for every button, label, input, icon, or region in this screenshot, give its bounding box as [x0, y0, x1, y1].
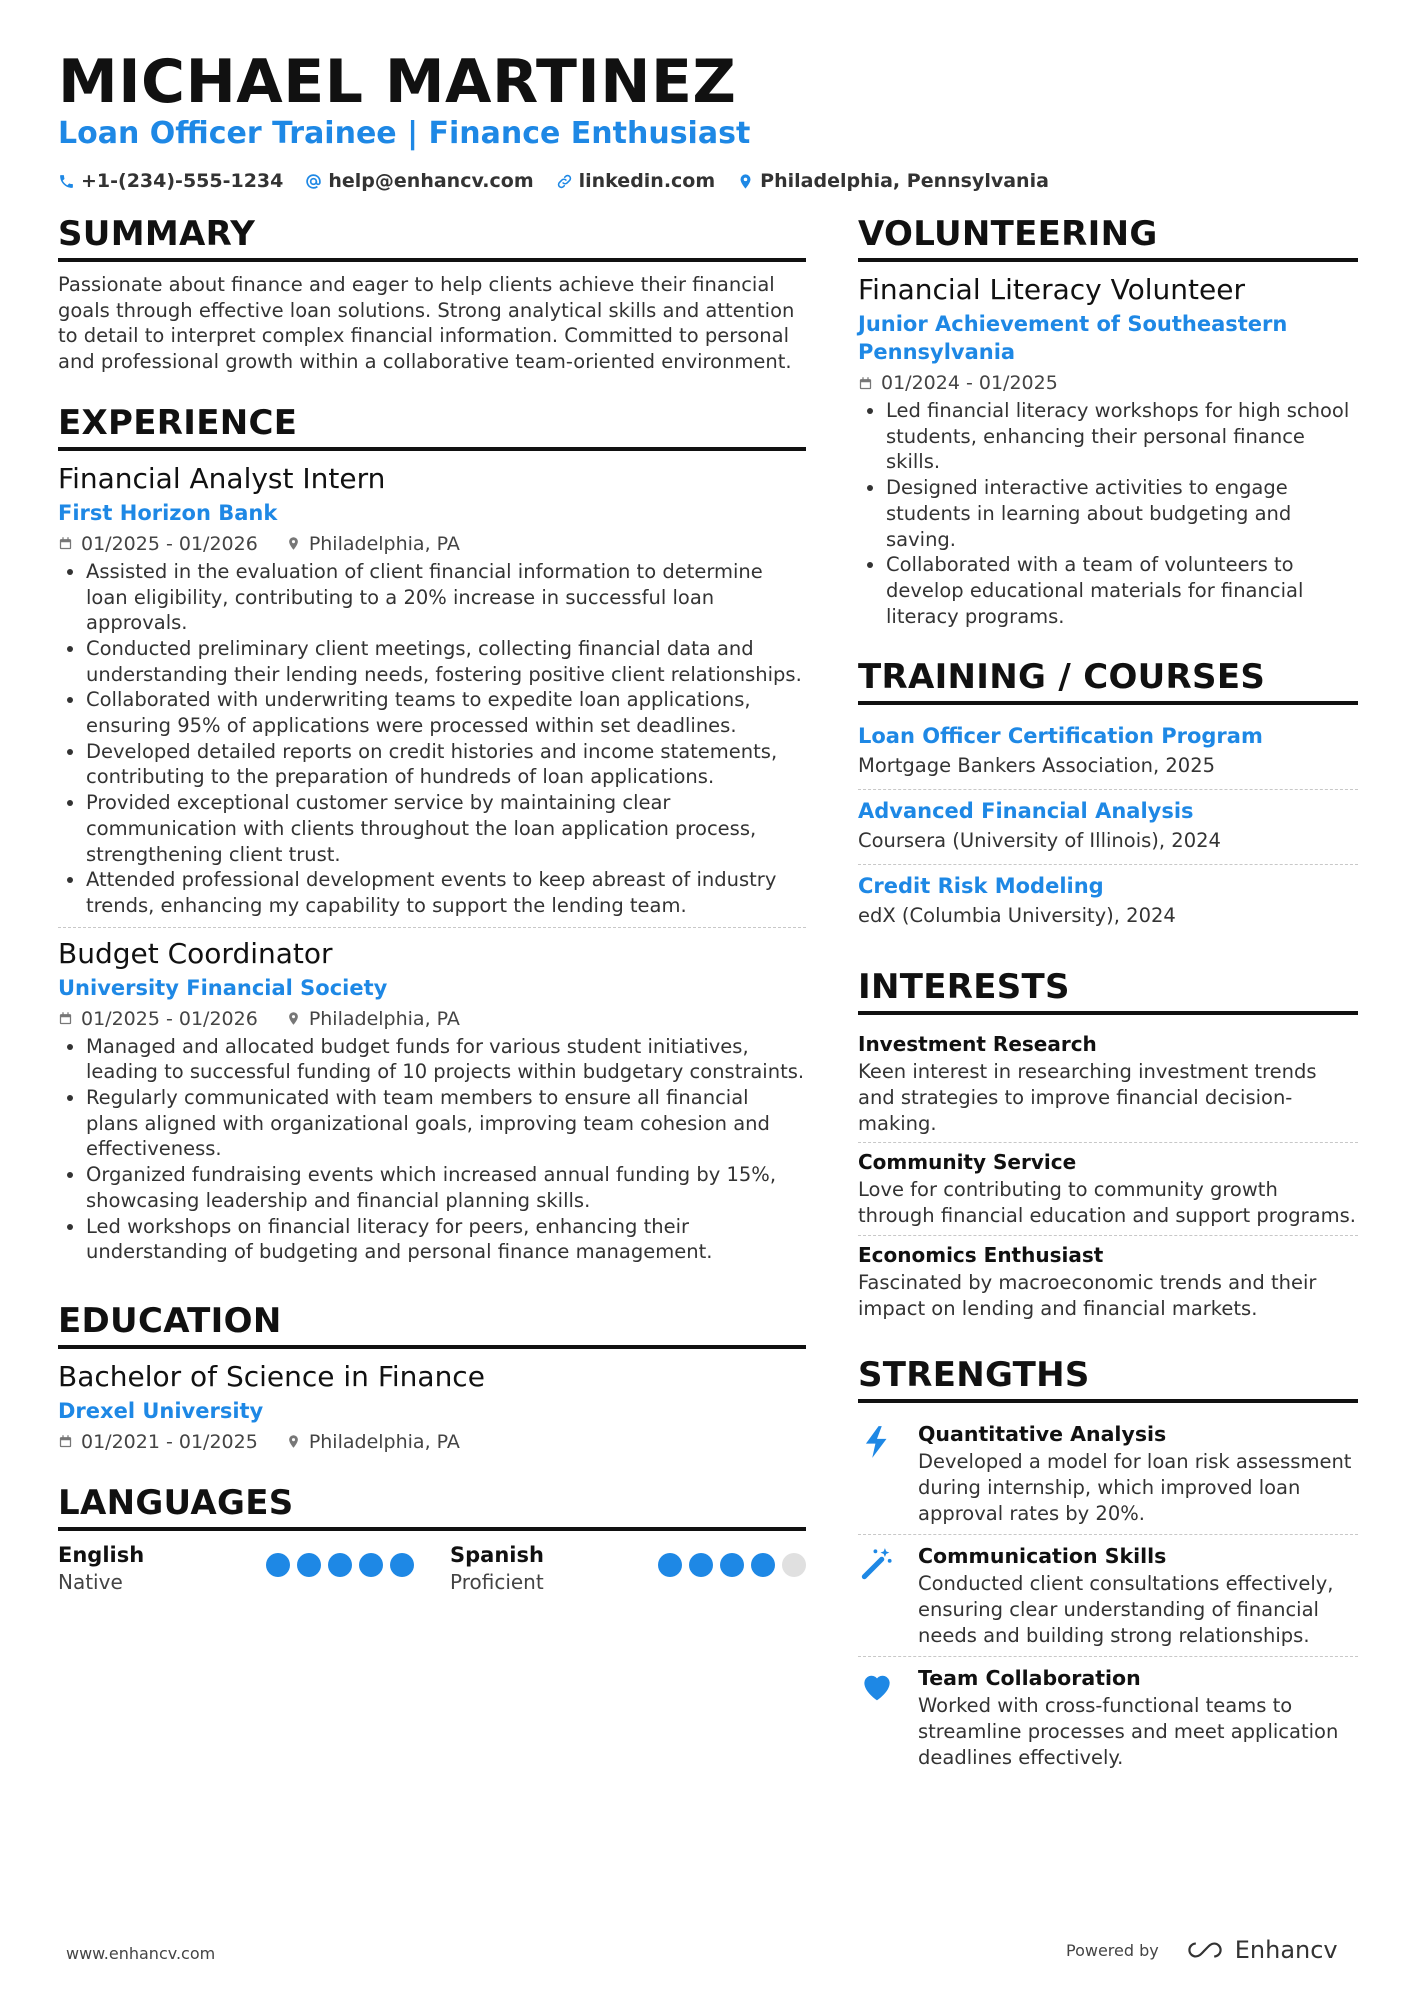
location-pin-icon — [737, 173, 754, 190]
language-name: Spanish — [450, 1542, 544, 1567]
rating-dot-filled — [297, 1553, 321, 1577]
volunteering-heading: VOLUNTEERING — [858, 212, 1358, 262]
phone-text: +1-(234)-555-1234 — [81, 170, 284, 192]
linkedin-text: linkedin.com — [578, 170, 716, 192]
language-level: Native — [58, 1569, 123, 1594]
rating-dot-empty — [782, 1553, 806, 1577]
experience-section — [58, 401, 806, 1273]
bullet-item: • Led financial literacy workshops for high school students, enhancing their personal finance skills. — [886, 398, 1358, 475]
bullet-item: • Organized fundraising events which increased annual funding by 15%, showcasing leadership and financial planning skills. — [86, 1162, 806, 1213]
education-location-text: Philadelphia, PA — [308, 1430, 460, 1453]
contact-email[interactable] — [305, 168, 533, 194]
strength-item — [858, 1534, 1358, 1656]
lightning-icon — [858, 1423, 896, 1461]
rating-dot-filled — [359, 1553, 383, 1577]
calendar-icon — [58, 1434, 73, 1449]
course-provider: Mortgage Bankers Association, 2025 — [858, 754, 1216, 778]
at-icon — [305, 173, 322, 190]
location-pin-icon — [286, 1011, 301, 1026]
interest-title: Community Service — [858, 1150, 1077, 1175]
summary-text: Passionate about finance and eager to help clients achieve their financial goals through effective loan solutions. Strong analytical skills and attention to detail to interpret complex financial information. Committed to personal and professional growth within a collaborative team-oriented environment. — [58, 273, 795, 374]
strength-text: Conducted client consultations effectively, ensuring clear understanding of financial needs and building strong relationships. — [918, 1572, 1334, 1647]
summary-section — [58, 212, 806, 375]
job-bullets — [58, 1034, 806, 1265]
volunteer-role: Financial Literacy Volunteer — [858, 273, 1245, 306]
footer-branding — [1066, 1936, 1338, 1964]
company-name: University Financial Society — [58, 975, 388, 1000]
strength-item — [858, 1413, 1358, 1534]
strengths-section — [858, 1353, 1358, 1778]
interests-section — [858, 965, 1358, 1327]
volunteer-dates-text: 01/2024 - 01/2025 — [881, 372, 1058, 394]
calendar-icon — [58, 536, 73, 551]
job-location — [286, 1006, 460, 1032]
rating-dot-filled — [390, 1553, 414, 1577]
bullet-item: • Led workshops on financial literacy for peers, enhancing their understanding of budgeting and personal finance management. — [86, 1214, 806, 1265]
bullet-item: • Designed interactive activities to engage students in learning about budgeting and saving. — [886, 475, 1358, 552]
strength-title: Quantitative Analysis — [918, 1422, 1167, 1447]
job-bullets — [58, 559, 806, 919]
rating-dot-filled — [658, 1553, 682, 1577]
location-pin-icon — [286, 536, 301, 551]
bullet-item: • Collaborated with underwriting teams to expedite loan applications, ensuring 95% of applications were processed within set deadlines. — [86, 687, 806, 738]
degree-title: Bachelor of Science in Finance — [58, 1359, 485, 1393]
bullet-item: • Assisted in the evaluation of client financial information to determine loan eligibility, contributing to a 20% increase in successful loan approvals. — [86, 559, 806, 636]
right-column — [858, 212, 1358, 1805]
course-title: Credit Risk Modeling — [858, 874, 1104, 899]
interest-text: Keen interest in researching investment trends and strategies to improve financial decision-making. — [858, 1060, 1317, 1135]
interest-text: Fascinated by macroeconomic trends and their impact on lending and financial markets. — [858, 1270, 1317, 1320]
education-location — [286, 1429, 460, 1455]
job-title: Financial Analyst Intern — [58, 461, 386, 495]
job-dates-text: 01/2025 - 01/2026 — [81, 1007, 258, 1030]
bullet-item: • Developed detailed reports on credit histories and income statements, contributing to the preparation of hundreds of loan applications. — [86, 739, 806, 790]
bullet-item: • Collaborated with a team of volunteers to develop educational materials for financial literacy programs. — [886, 552, 1358, 629]
language-item — [58, 1541, 414, 1595]
training-section — [858, 655, 1358, 939]
language-rating — [266, 1553, 414, 1577]
job-title: Budget Coordinator — [58, 936, 333, 970]
summary-heading: SUMMARY — [58, 212, 806, 262]
left-column — [58, 212, 806, 1621]
education-meta — [58, 1429, 806, 1455]
language-item — [450, 1541, 806, 1595]
bullet-item: • Regularly communicated with team members to ensure all financial plans aligned with organizational goals, improving team cohesion and effectiveness. — [86, 1085, 806, 1162]
interest-item — [858, 1025, 1358, 1142]
bullet-item: • Attended professional development events to keep abreast of industry trends, enhancing my capability to support the lending team. — [86, 867, 806, 918]
bullet-item: • Provided exceptional customer service by maintaining clear communication with clients throughout the loan application process, strengthening client trust. — [86, 790, 806, 867]
language-name: English — [58, 1542, 145, 1567]
interest-title: Economics Enthusiast — [858, 1242, 1104, 1267]
candidate-name: MICHAEL MARTINEZ — [58, 47, 737, 117]
course-item — [858, 864, 1358, 939]
job-location-text: Philadelphia, PA — [308, 1007, 460, 1030]
languages-section — [58, 1481, 806, 1595]
footer-website[interactable]: www.enhancv.com — [66, 1944, 216, 1963]
rating-dot-filled — [689, 1553, 713, 1577]
job-dates — [58, 1006, 258, 1032]
language-rating — [658, 1553, 806, 1577]
powered-by-label: Powered by — [1066, 1940, 1159, 1960]
rating-dot-filled — [266, 1553, 290, 1577]
interest-item — [858, 1235, 1358, 1327]
education-dates-text: 01/2021 - 01/2025 — [81, 1430, 258, 1453]
contact-phone[interactable] — [58, 168, 283, 194]
volunteering-section — [858, 212, 1358, 629]
rating-dot-filled — [751, 1553, 775, 1577]
strength-title: Communication Skills — [918, 1544, 1167, 1569]
school-name: Drexel University — [58, 1398, 264, 1423]
email-text: help@enhancv.com — [328, 170, 534, 192]
education-section — [58, 1299, 806, 1455]
heart-icon — [858, 1667, 896, 1705]
course-provider: edX (Columbia University), 2024 — [858, 904, 1176, 928]
experience-entry — [58, 927, 806, 1273]
course-item — [858, 789, 1358, 864]
education-heading: EDUCATION — [58, 1299, 806, 1349]
course-provider: Coursera (University of Illinois), 2024 — [858, 829, 1221, 853]
magic-wand-icon — [858, 1545, 896, 1583]
strength-title: Team Collaboration — [918, 1666, 1141, 1691]
job-meta — [58, 531, 806, 557]
job-dates — [58, 531, 258, 557]
calendar-icon — [58, 1011, 73, 1026]
enhancv-brand-text: Enhancv — [1234, 1936, 1338, 1964]
experience-entry — [58, 461, 806, 927]
volunteer-org: Junior Achievement of Southeastern Pennsylvania — [858, 312, 1288, 364]
strength-text: Developed a model for loan risk assessment during internship, which improved loan approval rates by 20%. — [918, 1450, 1352, 1525]
location-text: Philadelphia, Pennsylvania — [760, 170, 1049, 192]
candidate-title: Loan Officer Trainee | Finance Enthusiast — [58, 116, 751, 151]
interest-item — [858, 1142, 1358, 1234]
languages-list — [58, 1541, 806, 1595]
volunteer-meta — [858, 370, 1358, 396]
interests-heading: INTERESTS — [858, 965, 1358, 1015]
contact-bar — [58, 168, 1049, 194]
job-dates-text: 01/2025 - 01/2026 — [81, 532, 258, 555]
course-title: Loan Officer Certification Program — [858, 724, 1263, 749]
bullet-item: • Managed and allocated budget funds for various student initiatives, leading to successful funding of 10 projects within budgetary constraints. — [86, 1034, 806, 1085]
location-pin-icon — [286, 1434, 301, 1449]
rating-dot-filled — [328, 1553, 352, 1577]
phone-icon — [58, 173, 75, 190]
enhancv-logo-icon — [1183, 1939, 1227, 1961]
job-meta — [58, 1006, 806, 1032]
course-title: Advanced Financial Analysis — [858, 799, 1194, 824]
volunteer-bullets — [858, 398, 1358, 629]
calendar-icon — [858, 376, 873, 391]
interest-text: Love for contributing to community growth through financial education and support programs. — [858, 1178, 1356, 1228]
bullet-item: • Conducted preliminary client meetings, collecting financial data and understanding their lending needs, fostering positive client relationships. — [86, 636, 806, 687]
strength-item — [858, 1656, 1358, 1778]
job-location-text: Philadelphia, PA — [308, 532, 460, 555]
language-level: Proficient — [450, 1569, 544, 1594]
enhancv-logo[interactable] — [1183, 1936, 1338, 1964]
contact-linkedin[interactable] — [556, 168, 716, 194]
rating-dot-filled — [720, 1553, 744, 1577]
strength-text: Worked with cross-functional teams to streamline processes and meet application deadlines effectively. — [918, 1694, 1339, 1769]
company-name: First Horizon Bank — [58, 500, 278, 525]
job-location — [286, 531, 460, 557]
link-icon — [556, 173, 573, 190]
strengths-heading: STRENGTHS — [858, 1353, 1358, 1403]
volunteer-dates — [858, 370, 1058, 396]
course-item — [858, 715, 1358, 789]
experience-heading: EXPERIENCE — [58, 401, 806, 451]
languages-heading: LANGUAGES — [58, 1481, 806, 1531]
interest-title: Investment Research — [858, 1032, 1097, 1057]
education-dates — [58, 1429, 258, 1455]
training-heading: TRAINING / COURSES — [858, 655, 1358, 705]
contact-location — [737, 168, 1049, 194]
